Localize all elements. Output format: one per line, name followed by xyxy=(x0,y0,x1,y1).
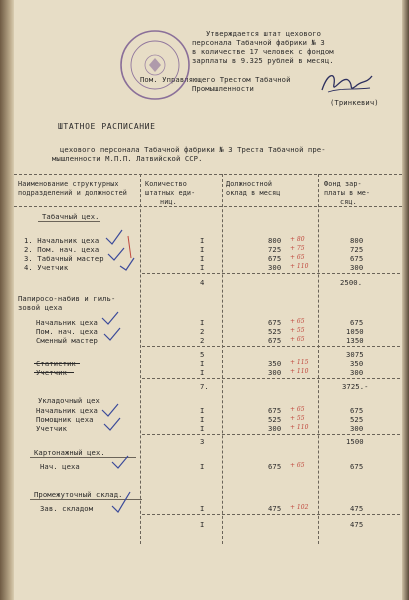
subtotal-rule xyxy=(142,434,400,435)
col-header-qty-2: штатных еди- xyxy=(145,189,196,197)
handwritten-note: + 110 xyxy=(290,263,309,270)
col-header-qty-3: ниц. xyxy=(160,198,177,206)
table-row-salary: 300 xyxy=(268,368,282,377)
table-row-qty: I xyxy=(200,368,205,377)
handwritten-note: + 102 xyxy=(290,504,309,511)
table-row-name: Помощник цеха xyxy=(36,415,94,424)
col-header-name-1: Наименование структурных xyxy=(18,180,119,188)
table-row-fund: 300 xyxy=(350,368,364,377)
handwritten-note: + 110 xyxy=(290,368,309,375)
handwritten-note: + 55 xyxy=(290,327,305,334)
section-total-qty: I xyxy=(200,520,205,529)
col-header-salary-1: Должностной xyxy=(226,180,273,188)
table-row-salary: 300 xyxy=(268,424,282,433)
col-header-fund-3: сяц. xyxy=(340,198,357,206)
section-total-fund: 1500 xyxy=(346,437,364,446)
table-row-name: Сменный мастер xyxy=(36,336,98,345)
table-row-salary: 800 xyxy=(268,236,282,245)
handwritten-note: + 65 xyxy=(290,254,305,261)
column-divider-3 xyxy=(318,174,319,544)
table-row-fund: 1350 xyxy=(346,336,364,345)
table-row-fund: 1050 xyxy=(346,327,364,336)
subtotal-rule xyxy=(142,378,400,379)
table-row-qty: I xyxy=(200,254,205,263)
handwritten-note: + 75 xyxy=(290,245,305,252)
col-header-fund-1: Фонд зар- xyxy=(324,180,362,188)
table-row-qty: I xyxy=(200,504,205,513)
table-row-fund: 800 xyxy=(350,236,364,245)
table-row-salary: 675 xyxy=(268,318,282,327)
subtotal-fund: 3075 xyxy=(346,350,364,359)
section-title-warehouse: Промежуточный склад. xyxy=(34,490,123,499)
table-row-name: 1. Начальник цеха xyxy=(24,236,100,245)
table-top-rule xyxy=(14,174,402,175)
subtitle-line-2: мышленности М.П.П. Латвийской ССР. xyxy=(52,154,203,163)
table-row-name: Пом. нач. цеха xyxy=(36,327,98,336)
table-row-salary: 675 xyxy=(268,336,282,345)
checkmark-icon xyxy=(108,448,138,520)
approval-line-2: персонала Табачной фабрики № 3 xyxy=(192,38,325,47)
approval-line-4: зарплаты в 9.325 рублей в месяц. xyxy=(192,56,334,65)
handwritten-note: + 115 xyxy=(290,359,309,366)
table-row-salary: 675 xyxy=(268,462,282,471)
subtotal-qty: 5 xyxy=(200,350,205,359)
table-row-name: Нач. цеха xyxy=(40,462,80,471)
table-row-name: 3. Табачный мастер xyxy=(24,254,104,263)
subtotal-rule xyxy=(142,346,400,347)
strikethrough xyxy=(34,363,80,364)
table-row-qty: I xyxy=(200,318,205,327)
table-row-salary: 300 xyxy=(268,263,282,272)
section-total-qty: 3 xyxy=(200,437,205,446)
table-row-fund: 350 xyxy=(350,359,364,368)
section-title-tobacco: Табачный цех. xyxy=(42,212,100,221)
approval-line-3: в количестве 17 человек с фондом xyxy=(192,47,334,56)
table-row-name: Начальник цеха xyxy=(36,318,98,327)
table-row-name: Начальник цеха xyxy=(36,406,98,415)
table-row-fund: 725 xyxy=(350,245,364,254)
col-header-name-2: подразделений и должностей xyxy=(18,189,127,197)
table-row-qty: 2 xyxy=(200,327,205,336)
signature-icon xyxy=(318,68,376,98)
section-title-carton: Картонажный цех. xyxy=(34,448,105,457)
section-total-fund: 2500. xyxy=(340,278,363,287)
col-header-fund-2: платы в ме- xyxy=(324,189,371,197)
table-row-fund: 300 xyxy=(350,424,364,433)
table-row-name: 4. Учетчик xyxy=(24,263,69,272)
table-row-qty: I xyxy=(200,359,205,368)
table-row-qty: 2 xyxy=(200,336,205,345)
handwritten-note: + 55 xyxy=(290,415,305,422)
book-binding xyxy=(0,0,14,600)
table-row-qty: I xyxy=(200,236,205,245)
checkmark-icon xyxy=(96,308,136,348)
table-row-qty: I xyxy=(200,462,205,471)
section-title-papirosy-2: зовой цеха xyxy=(18,303,63,312)
handwritten-note: + 65 xyxy=(290,336,305,343)
section-title-packing: Укладочный цех xyxy=(38,396,100,405)
table-row-qty: I xyxy=(200,424,205,433)
table-row-name: Зав. складом xyxy=(40,504,94,513)
official-stamp-icon xyxy=(118,28,192,102)
table-row-fund: 525 xyxy=(350,415,364,424)
red-mark-icon xyxy=(126,232,136,262)
table-row-qty: I xyxy=(200,263,205,272)
strikethrough xyxy=(34,372,74,373)
table-row-salary: 725 xyxy=(268,245,282,254)
col-header-salary-2: оклад в месяц xyxy=(226,189,281,197)
table-row-fund: 475 xyxy=(350,504,364,513)
table-row-qty: I xyxy=(200,245,205,254)
approval-line-1: Утверждается штат цехового xyxy=(206,29,322,38)
table-row-name: 2. Пом. нач. цеха xyxy=(24,245,100,254)
table-row-fund: 675 xyxy=(350,462,364,471)
section-total-qty: 7. xyxy=(200,382,209,391)
table-row-salary: 675 xyxy=(268,254,282,263)
handwritten-note: + 65 xyxy=(290,406,305,413)
table-row-name: Учетчик xyxy=(36,368,67,377)
handwritten-note: + 80 xyxy=(290,236,305,243)
subtitle-line-1: цехового персонала Табачной фабрики № 3 Треста Табачной пре- xyxy=(60,145,326,154)
section-underline xyxy=(38,221,100,222)
column-divider-1 xyxy=(140,174,141,544)
handwritten-note: + 65 xyxy=(290,318,305,325)
approval-line-5: Пом. Управляющего Трестом Табачной xyxy=(140,75,291,84)
table-row-fund: 300 xyxy=(350,263,364,272)
table-row-name: Учетчик xyxy=(36,424,67,433)
handwritten-note: + 110 xyxy=(290,424,309,431)
table-row-salary: 675 xyxy=(268,406,282,415)
subtotal-rule xyxy=(142,514,400,515)
col-header-qty-1: Количество xyxy=(145,180,187,188)
table-row-salary: 350 xyxy=(268,359,282,368)
checkmark-icon xyxy=(96,398,136,434)
section-total-fund: 3725.- xyxy=(342,382,369,391)
table-row-fund: 675 xyxy=(350,406,364,415)
table-row-qty: I xyxy=(200,415,205,424)
header-bottom-rule xyxy=(14,206,402,207)
table-row-qty: I xyxy=(200,406,205,415)
column-divider-2 xyxy=(222,174,223,544)
table-row-salary: 525 xyxy=(268,415,282,424)
page-title: ШТАТНОЕ РАСПИСАНИЕ xyxy=(58,122,156,131)
table-row-salary: 475 xyxy=(268,504,282,513)
section-total-qty: 4 xyxy=(200,278,205,287)
table-row-fund: 675 xyxy=(350,254,364,263)
section-total-fund: 475 xyxy=(350,520,364,529)
table-row-fund: 675 xyxy=(350,318,364,327)
page-edge xyxy=(402,0,409,600)
table-row-salary: 525 xyxy=(268,327,282,336)
section-title-papirosy-1: Папиросо-набив и гиль- xyxy=(18,294,116,303)
signer-name: (Тринкевич) xyxy=(330,98,379,107)
handwritten-note: + 65 xyxy=(290,462,305,469)
approval-line-6: Промышленности xyxy=(192,84,254,93)
table-row-name: Статистик xyxy=(36,359,76,368)
subtotal-rule xyxy=(142,273,400,274)
